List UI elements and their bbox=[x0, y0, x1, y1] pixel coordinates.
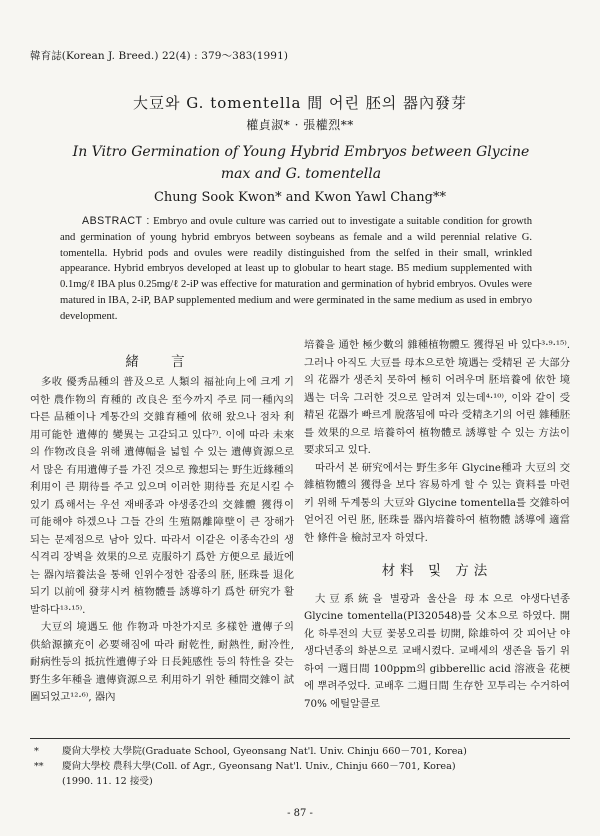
abstract-label: ABSTRACT : bbox=[82, 215, 150, 227]
footnote-mark: * bbox=[34, 746, 39, 757]
title-korean: 大豆와 G. tomentella 間 어린 胚의 器內發芽 bbox=[132, 94, 468, 112]
footnote-text: 慶尙大學校 大學院(Graduate School, Gyeonsang Nat'l. Univ. Chinju 660－701, Korea) bbox=[62, 746, 467, 757]
abstract bbox=[60, 214, 532, 325]
page-number: - 87 - bbox=[287, 808, 313, 819]
footnote-rule bbox=[30, 738, 570, 739]
authors-korean: 權貞淑* · 張權烈** bbox=[246, 118, 354, 132]
footnote-mark bbox=[34, 774, 62, 789]
right-column bbox=[304, 337, 570, 713]
authors-english: Chung Sook Kwon* and Kwon Yawl Chang** bbox=[153, 190, 446, 205]
footnote bbox=[34, 744, 467, 759]
methods-heading: 材料 및 方法 bbox=[381, 563, 493, 579]
abstract-text: Embryo and ovule culture was carried out to investigate a suitable condition for growth and germination of young hybrid embryos between soybeans as female and a wild perennial relative G. tomentella. Hybrid pods and ovules were readily distinguished from the selfed in their small, wrinkled appearance. Hybrid embryos developed at least up to globular to heart stage. B5 medium supplemented with 0.1mg/ℓ IBA plus 0.25mg/ℓ 2-iP was effective for maturation and germination of hybrid embryos. Ovules were matured in IBA, 2-iP, BAP supplemented medium and were germinated in the same medium as used in embryo development. bbox=[60, 216, 533, 322]
footnote bbox=[34, 759, 467, 774]
title-english: In Vitro Germination of Young Hybrid Embryos between Glycine max and G. tomentella bbox=[72, 144, 530, 182]
intro-paragraph-3: 培養을 通한 極少數의 雜種植物體도 獲得된 바 있다³·⁹·¹⁵⁾. 그러나 아직도 大豆를 母本으로한 境遇는 受精된 곧 大部分의 花器가 생존치 못하여 極히 어려우며 胚培養에 依한 境遇는 더욱 그러한 것으로 알려져 있는데⁴·¹⁰⁾, 이와 같이 受精된 花器가 빠르게 脫落됨에 따라 受精초기의 어린 雜種胚를 效果的으로 培養하여 植物體로 誘導할 수 있는 方法이 要求되고 있다. bbox=[304, 339, 570, 456]
methods-paragraph-1: 大豆系統을 별광과 울산을 母本으로 야생다년종 Glycine tomentella(PI320548)를 父本으로 하였다. 開化 하루전의 大豆 꽃봉오리를 切開, 除雄하여 갓 피어난 야생다년종의 화분으로 교배시켰다. 교배세의 생존을 돕기 위하여 一週日間 100ppm의 gibberellic acid 溶液을 花梗에 뿌려주었다. 교배후 二週日間 生存한 꼬투리는 수거하여 70% 에틸알콜로 bbox=[304, 592, 570, 710]
left-column bbox=[30, 374, 294, 707]
intro-paragraph-1: 多收 優秀品種의 普及으로 人類의 福祉向上에 크게 기여한 農作物의 育種的 改良은 至今까지 주로 同一種內의 다른 品種이나 계통간의 交雜育種에 依해 왔으나 점차 利用可能한 遺傳的 變異는 고갈되고 있다⁷⁾. 이에 따라 未來의 作物改良을 위해 遺傳幅을 넓힐 수 있는 遺傳資源으로서 많은 有用遺傳子를 가진 것으로 豫想되는 野生近緣種의 利用이 큰 期待를 주고 있으며 이러한 期待를 充足시킬 수 있기 爲해서는 우선 재배종과 야생종간의 交雜體 獲得이 可能해야 하겠으나 그들 간의 生殖隔離障壁이 큰 장해가 되는 문제점으로 남아 있다. 따라서 이같은 이종속간의 생식격리 장벽을 效果的으로 克服하기 爲한 方便으로 最近에는 器內培養法을 통해 인위수정한 잡종의 胚, 胚珠를 退化되기 以前에 發芽시켜 植物體를 誘導하기 爲한 研究가 활발하다¹³·¹⁵⁾. bbox=[30, 376, 294, 616]
footnote-text: 慶尙大學校 農科大學(Coll. of Agr., Gyeonsang Nat'l. Univ., Chinju 660－701, Korea) bbox=[62, 761, 456, 772]
intro-heading: 緒 言 bbox=[125, 354, 199, 370]
journal-citation: 韓育誌(Korean J. Breed.) 22(4) : 379～383(1991) bbox=[30, 50, 289, 62]
footnotes bbox=[34, 744, 467, 789]
footnote-text: (1990. 11. 12 接受) bbox=[62, 776, 153, 787]
intro-paragraph-2: 大豆의 境遇도 他 作物과 마찬가지로 多樣한 遺傳子의 供給源擴充이 必要해짐에 따라 耐乾性, 耐熱性, 耐冷性, 耐病性등의 抵抗性遺傳子와 日長鈍感性 등의 特性을 갖는 野生多年種을 遺傳資源으로 利用하기 위한 種間交雜이 試圖되었고¹²·⁶⁾, 器內 bbox=[30, 621, 294, 703]
footnote-mark: ** bbox=[34, 761, 44, 772]
intro-paragraph-4: 따라서 본 研究에서는 野生多年 Glycine種과 大豆의 交雜植物體의 獲得을 보다 容易하게 할 수 있는 資料를 마련키 위해 두계통의 大豆와 Glycine tomentella를 交雜하여 얻어진 어린 胚, 胚珠를 器內培養하여 植物體 誘導에 適當한 條件을 檢討코자 하였다. bbox=[304, 461, 570, 544]
footnote bbox=[34, 774, 467, 789]
